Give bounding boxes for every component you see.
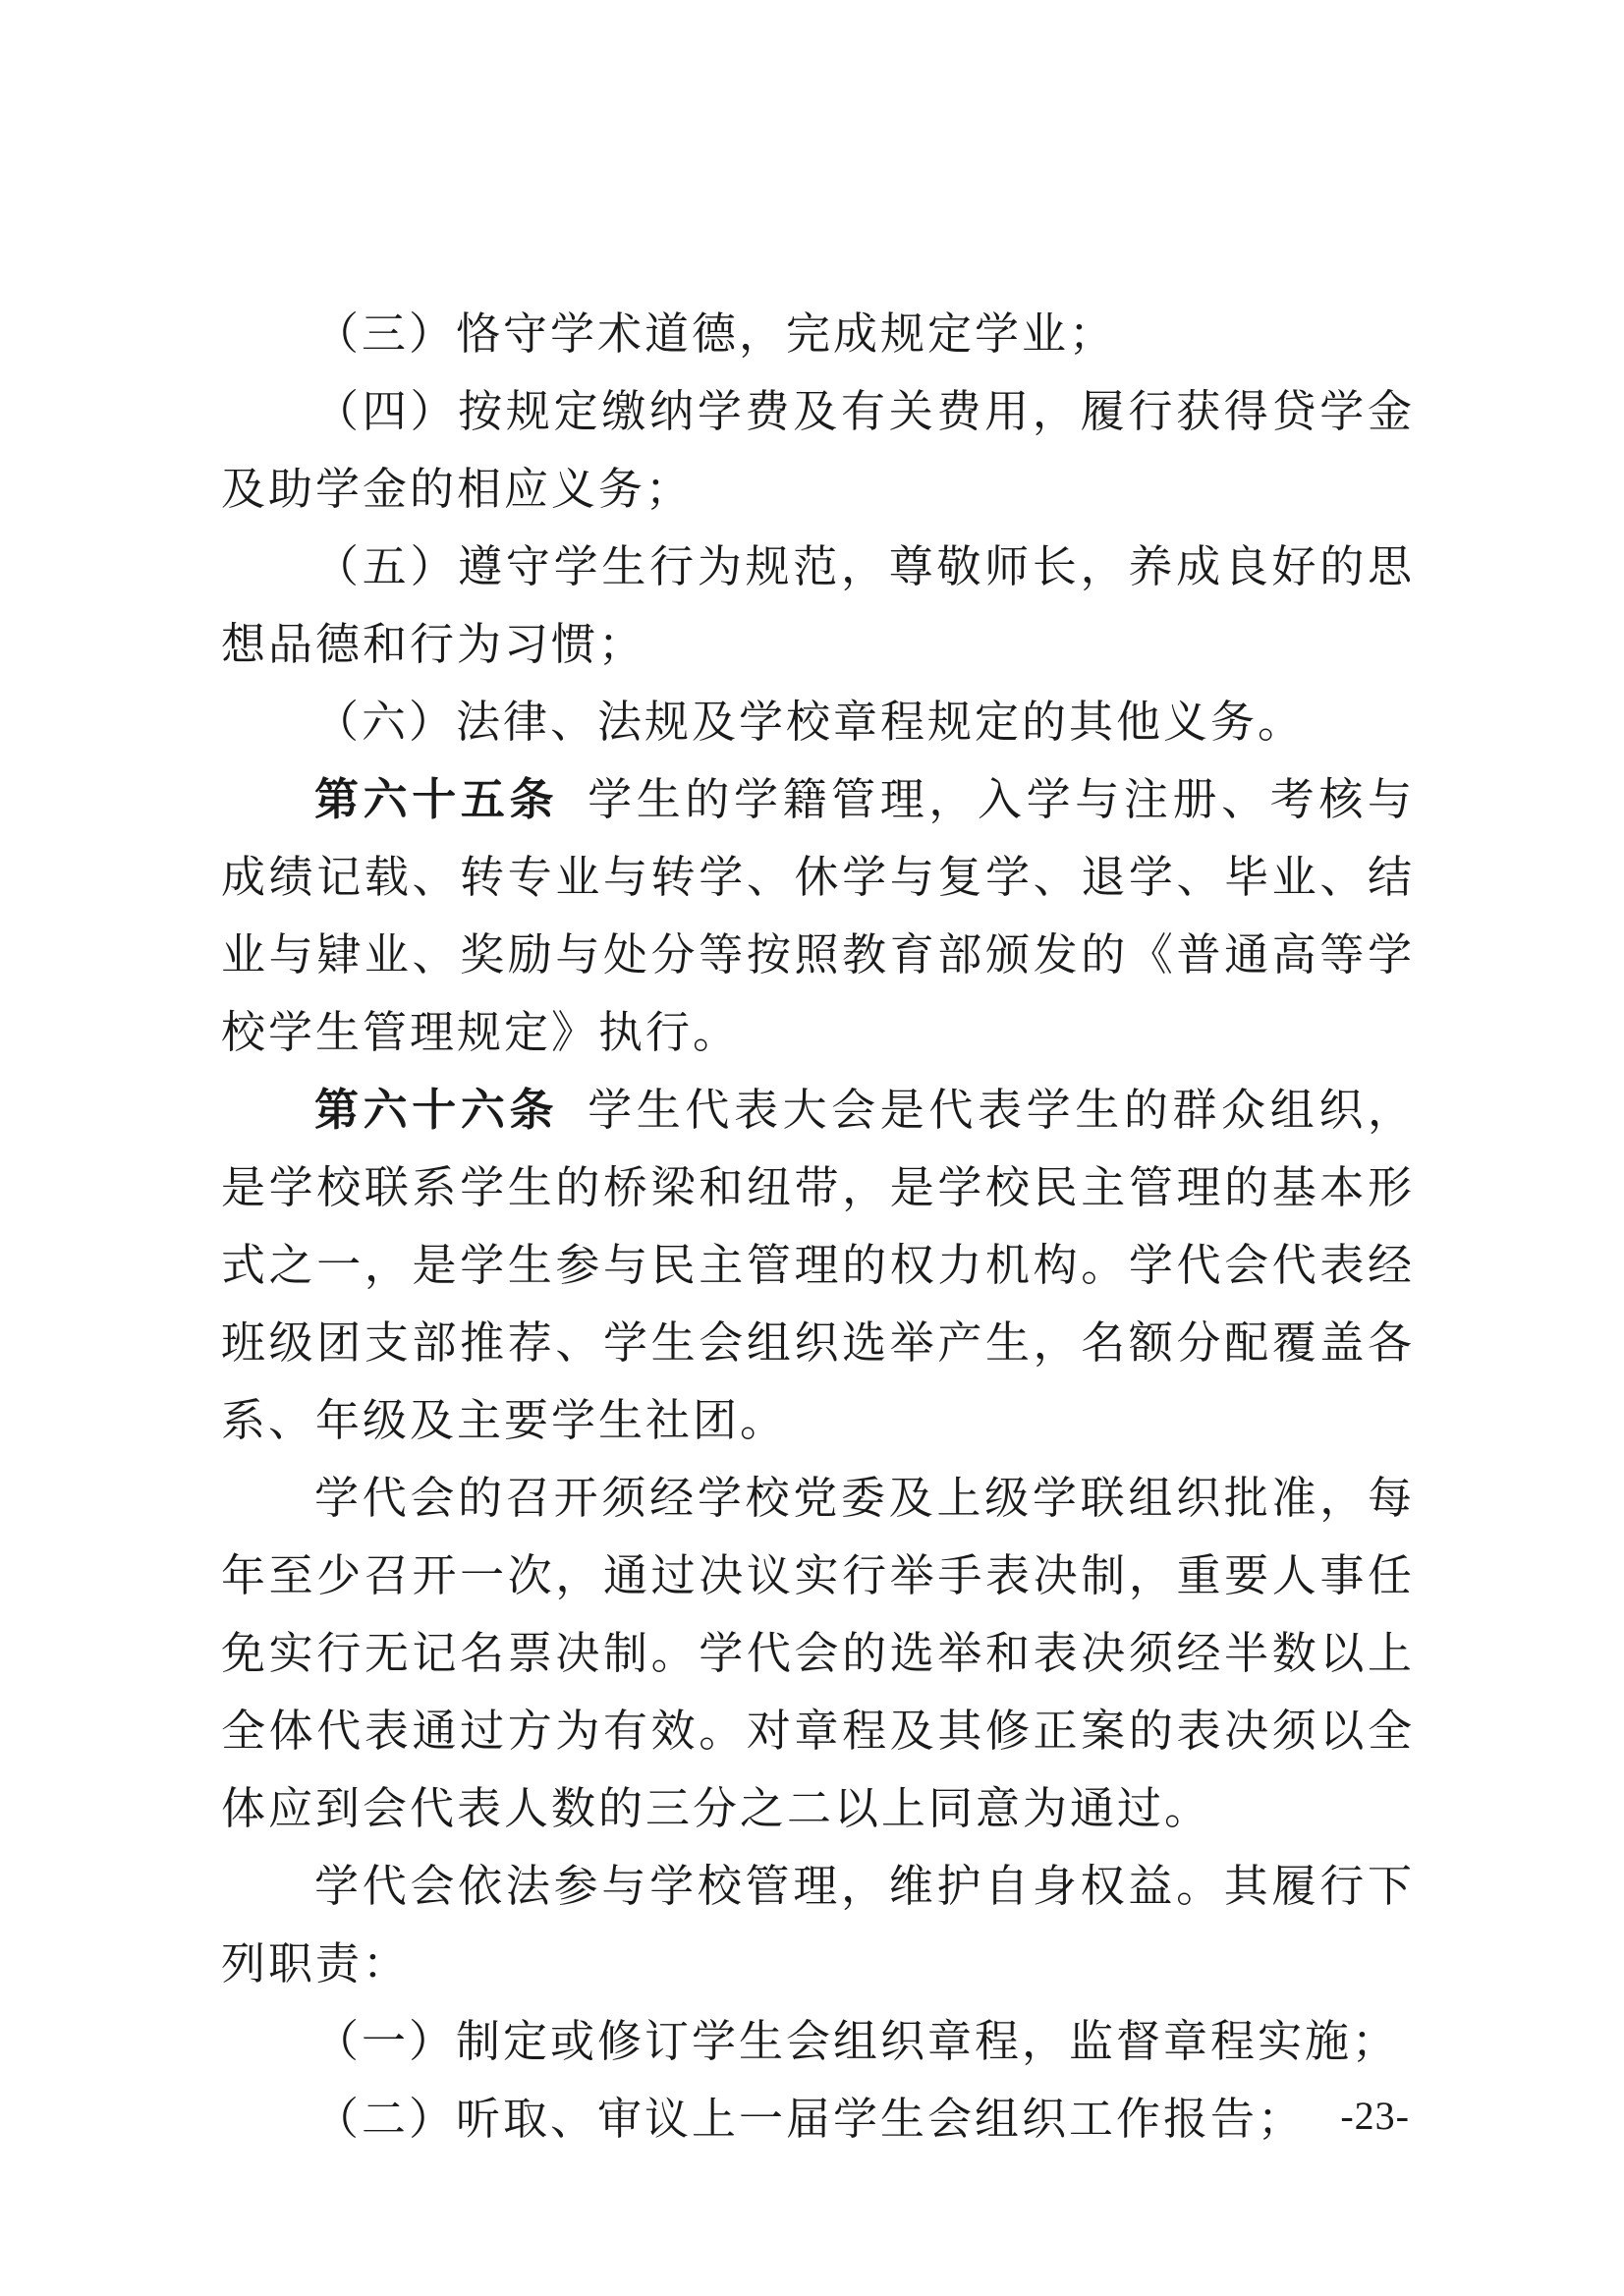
article-65 bbox=[221, 760, 1415, 1071]
paragraph-congress-meeting bbox=[221, 1459, 1415, 1847]
duty-item-1 bbox=[221, 2002, 1415, 2080]
paragraph-4 bbox=[221, 372, 1415, 528]
paragraph-text: 学代会的召开须经学校党委及上级学联组织批准，每年至少召开一次，通过决议实行举手表决制，重要人事任免实行无记名票决制。学代会的选举和表决须经半数以上全体代表通过方为有效。对章程及其修正案的表决须以全体应到会代表人数的三分之二以上同意为通过。 bbox=[221, 1472, 1415, 1834]
duty-item-2 bbox=[221, 2080, 1415, 2157]
paragraph-3 bbox=[221, 295, 1415, 372]
paragraph-text: （六）法律、法规及学校章程规定的其他义务。 bbox=[314, 696, 1306, 748]
paragraph-text: （三）恪守学术道德，完成规定学业； bbox=[314, 308, 1117, 360]
paragraph-6 bbox=[221, 683, 1415, 760]
paragraph-text: （一）制定或修订学生会组织章程，监督章程实施； bbox=[314, 2015, 1400, 2067]
paragraph-5 bbox=[221, 528, 1415, 683]
article-text: 学生代表大会是代表学生的群众组织，是学校联系学生的桥梁和纽带，是学校民主管理的基本形式之一，是学生参与民主管理的权力机构。学代会代表经班级团支部推荐、学生会组织选举产生，名额分配覆盖各系、年级及主要学生社团。 bbox=[221, 1084, 1415, 1446]
paragraph-text: 学代会依法参与学校管理，维护自身权益。其履行下列职责： bbox=[221, 1860, 1415, 1989]
page-number: -23- bbox=[1340, 2094, 1410, 2138]
article-heading: 第六十六条 bbox=[314, 1084, 559, 1136]
article-heading: 第六十五条 bbox=[314, 773, 559, 825]
paragraph-text: （二）听取、审议上一届学生会组织工作报告； bbox=[314, 2093, 1306, 2145]
paragraph-congress-duties bbox=[221, 1847, 1415, 2002]
article-text: 学生的学籍管理，入学与注册、考核与成绩记载、转专业与转学、休学与复学、退学、毕业、结业与肄业、奖励与处分等按照教育部颁发的《普通高等学校学生管理规定》执行。 bbox=[221, 773, 1415, 1058]
article-66 bbox=[221, 1071, 1415, 1459]
paragraph-text: （五）遵守学生行为规范，尊敬师长，养成良好的思想品德和行为习惯； bbox=[221, 540, 1415, 670]
document-body bbox=[221, 295, 1415, 2157]
paragraph-text: （四）按规定缴纳学费及有关费用，履行获得贷学金及助学金的相应义务； bbox=[221, 385, 1415, 515]
